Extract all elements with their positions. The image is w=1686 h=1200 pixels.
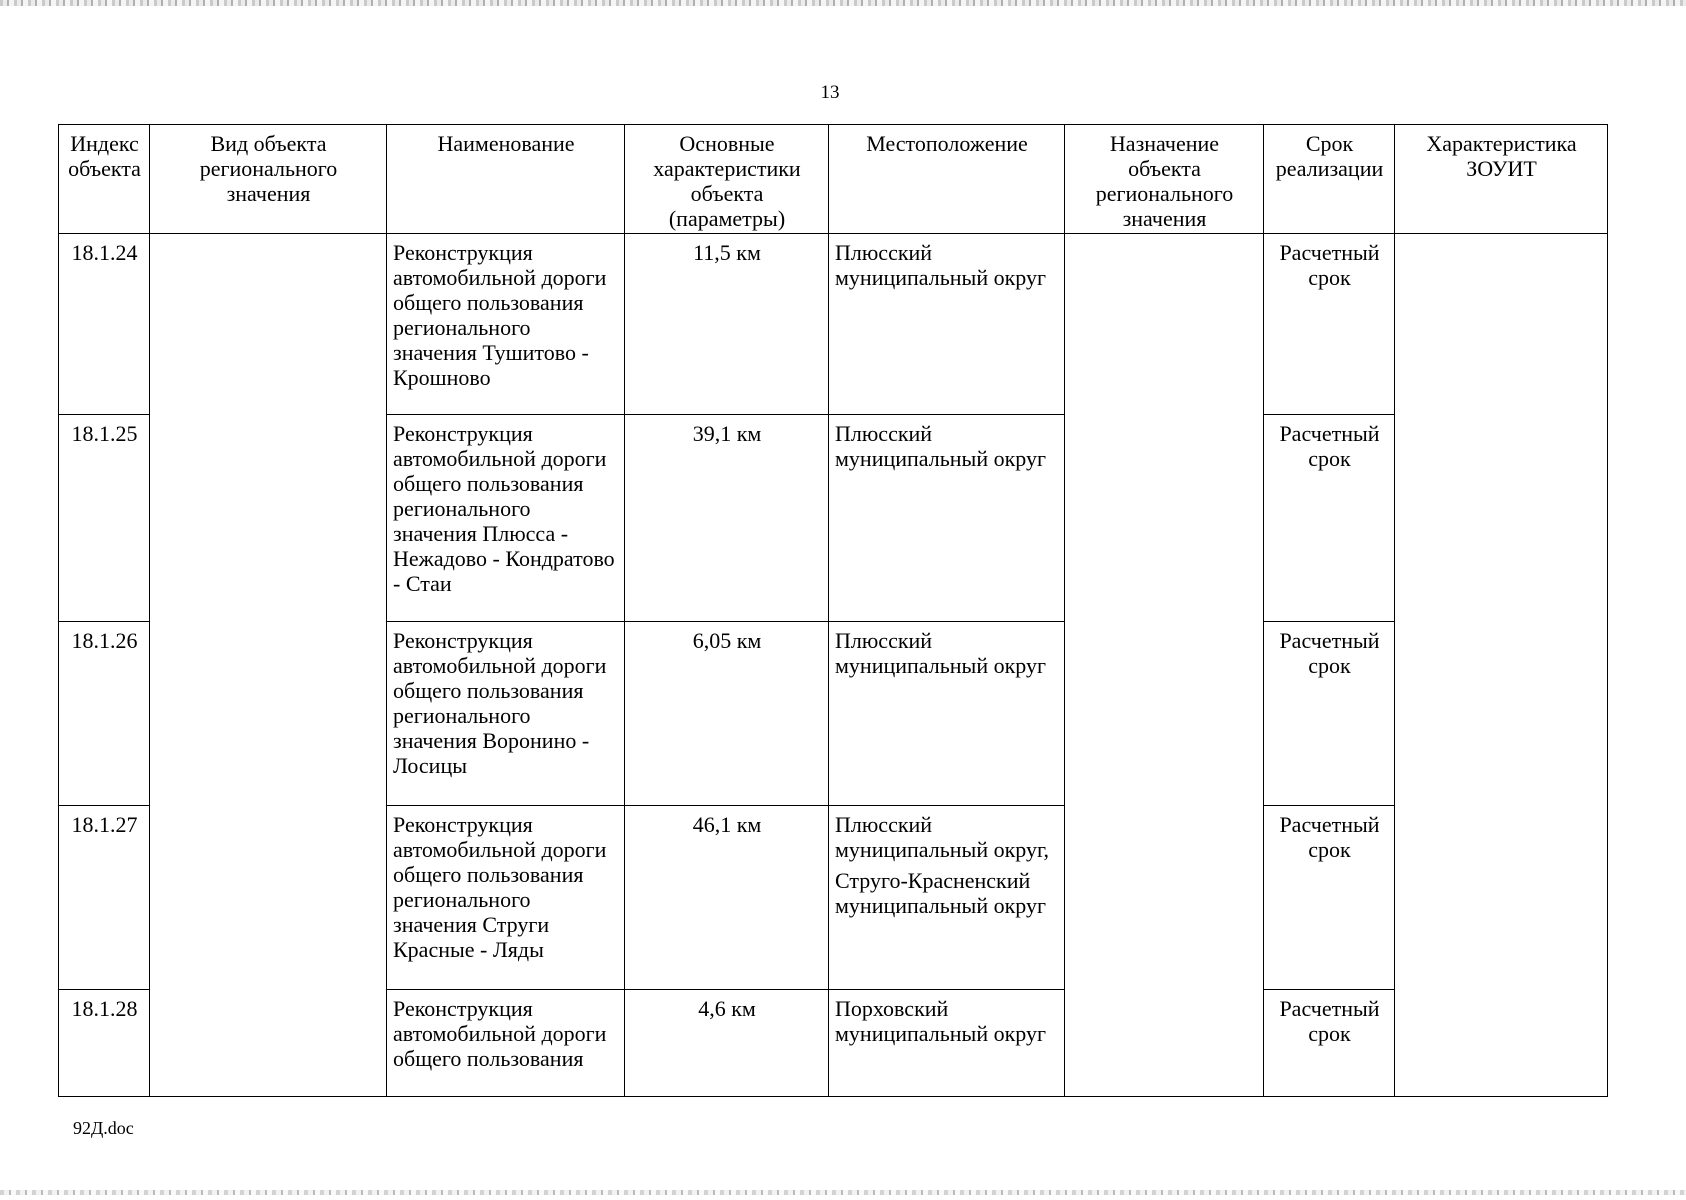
cell-location bbox=[829, 415, 1065, 622]
location-text: Плюсский муниципальный округ bbox=[835, 628, 1047, 678]
cell-term: Расчетный срок bbox=[1264, 990, 1395, 1097]
cell-index: 18.1.26 bbox=[59, 622, 150, 806]
location-text: Плюсский муниципальный округ bbox=[835, 240, 1047, 290]
cell-term: Расчетный срок bbox=[1264, 622, 1395, 806]
cell-location bbox=[829, 234, 1065, 415]
regional-objects-table bbox=[58, 124, 1608, 1097]
cell-params: 46,1 км bbox=[625, 806, 829, 990]
cell-name: Реконструкция автомобильной дороги общего пользования регионального значения Струги Красные - Ляды bbox=[387, 806, 625, 990]
footer-file-code: 92Д.doc bbox=[73, 1118, 134, 1138]
header-location: Местоположение bbox=[829, 125, 1065, 234]
cell-location bbox=[829, 622, 1065, 806]
header-index: Индекс объекта bbox=[59, 125, 150, 234]
cell-index: 18.1.24 bbox=[59, 234, 150, 415]
header-parameters: Основные характеристики объекта (параметры) bbox=[625, 125, 829, 234]
cell-term: Расчетный срок bbox=[1264, 234, 1395, 415]
cell-params: 4,6 км bbox=[625, 990, 829, 1097]
cell-index: 18.1.27 bbox=[59, 806, 150, 990]
table-row bbox=[59, 234, 1608, 415]
cell-term: Расчетный срок bbox=[1264, 415, 1395, 622]
cell-name: Реконструкция автомобильной дороги общего пользования bbox=[387, 990, 625, 1097]
cell-params: 11,5 км bbox=[625, 234, 829, 415]
cell-term: Расчетный срок bbox=[1264, 806, 1395, 990]
cell-purpose bbox=[1065, 234, 1264, 1097]
cell-index: 18.1.28 bbox=[59, 990, 150, 1097]
cell-zouit bbox=[1395, 234, 1608, 1097]
location-text: Плюсский муниципальный округ, bbox=[835, 812, 1050, 862]
header-zouit: Характеристика ЗОУИТ bbox=[1395, 125, 1608, 234]
scan-edge-top bbox=[0, 0, 1686, 6]
cell-object-type bbox=[150, 234, 387, 1097]
cell-name: Реконструкция автомобильной дороги общего пользования регионального значения Воронино - Лосицы bbox=[387, 622, 625, 806]
location-text: Порховский муниципальный округ bbox=[835, 996, 1047, 1046]
page-number: 13 bbox=[820, 82, 840, 103]
header-name: Наименование bbox=[387, 125, 625, 234]
cell-location bbox=[829, 806, 1065, 990]
cell-params: 39,1 км bbox=[625, 415, 829, 622]
cell-name: Реконструкция автомобильной дороги общего пользования регионального значения Тушитово - Крошново bbox=[387, 234, 625, 415]
cell-location bbox=[829, 990, 1065, 1097]
location-text: Струго-Красненский муниципальный округ bbox=[835, 868, 1047, 918]
header-purpose: Назначение объекта регионального значения bbox=[1065, 125, 1264, 234]
cell-name: Реконструкция автомобильной дороги общего пользования регионального значения Плюсса - Нежадово - Кондратово - Стаи bbox=[387, 415, 625, 622]
header-term: Срок реализации bbox=[1264, 125, 1395, 234]
scan-edge-bottom bbox=[0, 1190, 1686, 1195]
location-text: Плюсский муниципальный округ bbox=[835, 421, 1047, 471]
cell-params: 6,05 км bbox=[625, 622, 829, 806]
cell-index: 18.1.25 bbox=[59, 415, 150, 622]
header-object-type: Вид объекта регионального значения bbox=[150, 125, 387, 234]
table-header-row bbox=[59, 125, 1608, 234]
